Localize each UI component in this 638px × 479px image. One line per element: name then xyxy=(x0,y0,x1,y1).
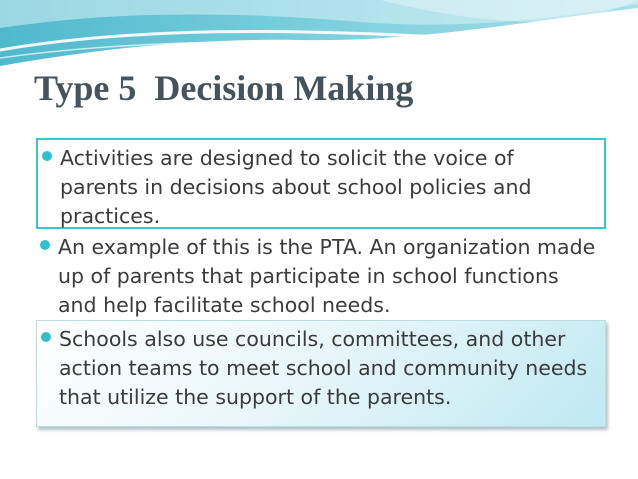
bullet-text: An example of this is the PTA. An organization made up of parents that participate in school functions and help facilitate school needs. xyxy=(58,235,596,317)
bullet-item xyxy=(36,138,606,229)
bullet-dot-icon xyxy=(42,151,52,161)
bullet-list xyxy=(36,138,606,427)
bullet-dot-icon xyxy=(40,240,50,250)
bullet-dot-icon xyxy=(41,332,51,342)
bullet-text: Schools also use councils, committees, and other action teams to meet school and community needs that utilize the support of the parents. xyxy=(59,327,588,409)
bullet-text: Activities are designed to solicit the voice of parents in decisions about school policies and practices. xyxy=(60,146,532,228)
slide-title: Type 5 Decision Making xyxy=(34,68,414,108)
bullet-item xyxy=(36,320,606,427)
header-wave-decoration xyxy=(0,0,638,70)
bullet-item xyxy=(36,229,606,320)
